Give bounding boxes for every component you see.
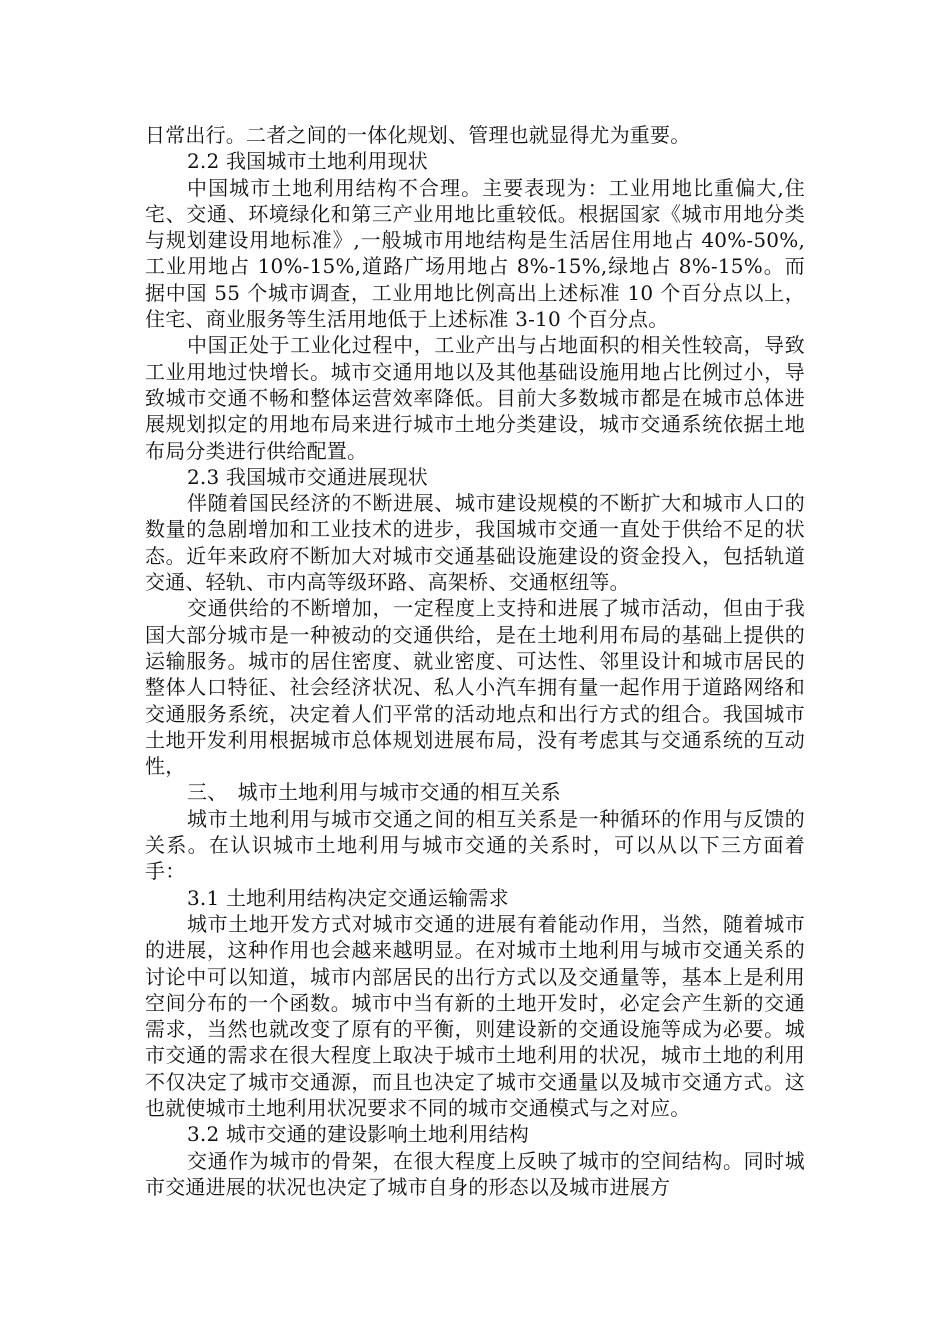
- section-heading-2-3: 2.3 我国城市交通进展现状: [187, 464, 428, 489]
- paragraph-industrialization: 中国正处于工业化过程中，工业产出与占地面积的相关性较高，导致工业用地过快增长。城市交通用地以及其他基础设施用地占比例过小，导致城市交通不畅和整体运营效率降低。目前大多数城市都是在城市总体进展规划拟定的用地布局来进行城市土地分类建设，城市交通系统依据土地布局分类进行供给配置。: [145, 333, 805, 463]
- section-heading-3: 三、 城市土地利用与城市交通的相互关系: [187, 780, 561, 805]
- paragraph-traffic-skeleton: 交通作为城市的骨架，在很大程度上反映了城市的空间结构。同时城市交通进展的状况也决定了城市自身的形态以及城市进展方: [145, 1148, 805, 1199]
- section-heading-3-1: 3.1 土地利用结构决定交通运输需求: [187, 885, 509, 910]
- section-heading-2-2: 2.2 我国城市土地利用现状: [187, 149, 428, 174]
- paragraph-continuation: 日常出行。二者之间的一体化规划、管理也就显得尤为重要。: [145, 123, 691, 147]
- document-body: [145, 122, 805, 1200]
- paragraph-land-use-determines-demand: 城市土地开发方式对城市交通的进展有着能动作用，当然，随着城市的进展，这种作用也会越来越明显。在对城市土地利用与城市交通关系的讨论中可以知道，城市内部居民的出行方式以及交通量等，基本上是利用空间分布的一个函数。城市中当有新的土地开发时，必定会产生新的交通需求，当然也就改变了原有的平衡，则建设新的交通设施等成为必要。城市交通的需求在很大程度上取决于城市土地利用的状况，城市土地的利用不仅决定了城市交通源，而且也决定了城市交通量以及城市交通方式。这也就使城市土地利用状况要求不同的城市交通模式与之对应。: [145, 911, 805, 1120]
- paragraph-land-use-structure: 中国城市土地利用结构不合理。主要表现为：工业用地比重偏大,住宅、交通、环境绿化和第三产业用地比重较低。根据国家《城市用地分类与规划建设用地标准》,一般城市用地结构是生活居住用地占 40%-50%,工业用地占 10%-15%,道路广场用地占 8%-15%,绿地占 8%-15%。而据中国 55 个城市调查，工业用地比例高出上述标准 10 个百分点以上，住宅、商业服务等生活用地低于上述标准 3-10 个百分点。: [145, 175, 805, 332]
- paragraph-traffic-supply-increase: 交通供给的不断增加，一定程度上支持和进展了城市活动，但由于我国大部分城市是一种被动的交通供给，是在土地利用布局的基础上提供的运输服务。城市的居住密度、就业密度、可达性、邻里设计和城市居民的整体人口特征、社会经济状况、私人小汽车拥有量一起作用于道路网络和交通服务系统，决定着人们平常的活动地点和出行方式的组合。我国城市土地开发利用根据城市总体规划进展布局，没有考虑其与交通系统的互动性，: [145, 596, 805, 779]
- section-heading-3-2: 3.2 城市交通的建设影响土地利用结构: [187, 1122, 529, 1147]
- paragraph-traffic-supply-shortage: 伴随着国民经济的不断进展、城市建设规模的不断扩大和城市人口的数量的急剧增加和工业技术的进步，我国城市交通一直处于供给不足的状态。近年来政府不断加大对城市交通基础设施建设的资金投入，包括轨道交通、轻轨、市内高等级环路、高架桥、交通枢纽等。: [145, 491, 805, 595]
- paragraph-mutual-relationship: 城市土地利用与城市交通之间的相互关系是一种循环的作用与反馈的关系。在认识城市土地利用与城市交通的关系时，可以从以下三方面着手：: [145, 806, 805, 884]
